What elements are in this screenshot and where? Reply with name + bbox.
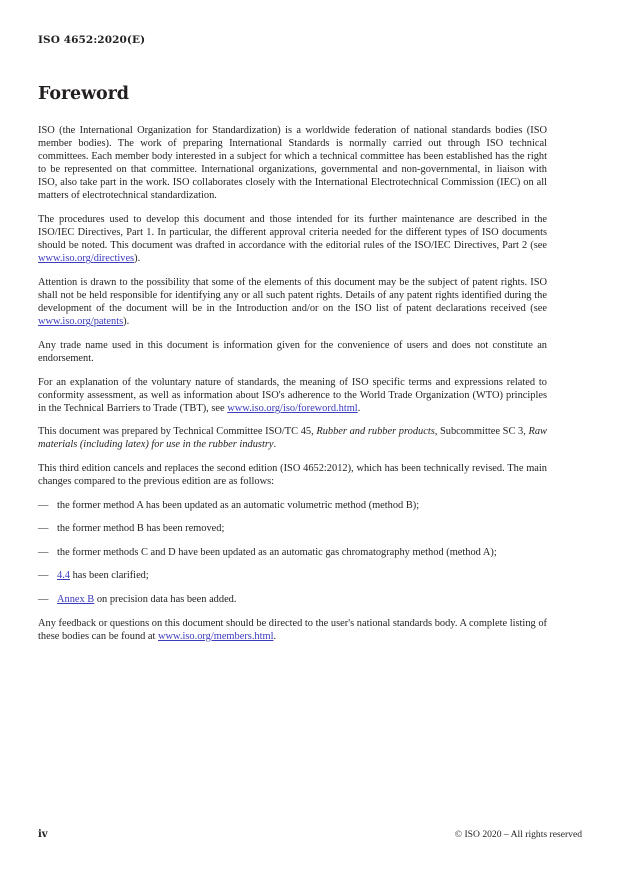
link-annex-b[interactable]: Annex B (57, 594, 95, 606)
list-item (38, 593, 547, 606)
page-footer (38, 829, 582, 843)
paragraph-feedback (38, 617, 547, 643)
page-number: iv (38, 829, 48, 840)
list-item (38, 569, 547, 582)
paragraph-voluntary-nature-text-after: . (357, 402, 361, 414)
list-item-text: has been clarified; (70, 570, 149, 582)
list-item (38, 546, 547, 559)
link-iso-foreword[interactable]: www.iso.org/iso/foreword.html (227, 402, 358, 414)
paragraph-voluntary-nature-text-before: For an explanation of the voluntary nature of standards, the meaning of ISO specific terms and expressions related to conformity assessment, as well as information about ISO's adherence to the World Trade Organization (WTO) principles in the Technical Barriers to Trade (TBT), see (38, 376, 547, 414)
list-item (38, 499, 547, 512)
paragraph-patent-rights-text-before: Attention is drawn to the possibility that some of the elements of this document may be the subject of patent rights. ISO shall not be held responsible for identifying any or all such patent rights. Details of any patent rights identified during the development of the document will be in the Introduction and/or on the ISO list of patent declarations received (see (38, 276, 547, 315)
list-item-text: the former method B has been removed; (57, 523, 225, 535)
em-dash-marker: — (38, 570, 49, 582)
link-iso-patents[interactable]: www.iso.org/patents (38, 316, 124, 328)
running-header: ISO 4652:2020(E) (38, 34, 146, 46)
copyright-notice: © ISO 2020 – All rights reserved (454, 829, 582, 840)
paragraph-procedures-text-after: ). (134, 253, 141, 265)
paragraph-voluntary-nature (38, 376, 547, 415)
list-item (38, 522, 547, 535)
change-list (38, 499, 547, 606)
em-dash-marker: — (38, 594, 49, 606)
paragraph-technical-committee (38, 425, 547, 451)
list-item-text: the former method A has been updated as an automatic volumetric method (method B); (57, 499, 420, 511)
paragraph-procedures-text-before: The procedures used to develop this document and those intended for its further maintenance are described in the ISO/IEC Directives, Part 1. In particular, the different approval criteria needed for the different types of ISO documents should be noted. This document was drafted in accordance with the editorial rules of the ISO/IEC Directives, Part 2 (see (38, 214, 547, 252)
paragraph-iso-definition: ISO (the International Organization for Standardization) is a worldwide federation of national standards bodies (ISO member bodies). The work of preparing International Standards is normally carried out through ISO technical committees. Each member body interested in a subject for which a technical committee has been established has the right to be represented on that committee. International organizations, governmental and non-governmental, in liaison with ISO, also take part in the work. ISO collaborates closely with the International Electrotechnical Commission (IEC) on all matters of electrotechnical standardization. (38, 125, 547, 202)
paragraph-feedback-text-before: Any feedback or questions on this document should be directed to the user's national standards body. A complete listing of these bodies can be found at (38, 617, 547, 642)
link-iso-directives[interactable]: www.iso.org/directives (38, 253, 135, 265)
subcommittee-intro: , Subcommittee SC 3, (434, 426, 529, 438)
technical-committee-end: . (273, 439, 277, 451)
list-item-text: on precision data has been added. (94, 594, 237, 606)
list-item-text: the former methods C and D have been updated as an automatic gas chromatography method (method A); (57, 546, 497, 558)
paragraph-patent-rights (38, 276, 547, 328)
paragraph-trade-name: Any trade name used in this document is information given for the convenience of users and does not constitute an endorsement. (38, 339, 547, 364)
page-title: Foreword (38, 84, 129, 104)
paragraph-procedures (38, 213, 547, 265)
committee-title-tc45: Rubber and rubber products (316, 426, 435, 438)
paragraph-patent-rights-text-after: ). (123, 316, 130, 328)
em-dash-marker: — (38, 546, 49, 558)
paragraph-edition-changes-intro: This third edition cancels and replaces the second edition (ISO 4652:2012), which has been technically revised. The main changes compared to the previous edition are as follows: (38, 462, 547, 488)
paragraph-feedback-text-after: . (273, 630, 277, 642)
page-content (38, 84, 547, 643)
link-iso-members[interactable]: www.iso.org/members.html (158, 630, 274, 642)
em-dash-marker: — (38, 499, 49, 511)
link-clause-4-4[interactable]: 4.4 (57, 570, 70, 582)
em-dash-marker: — (38, 523, 49, 535)
technical-committee-intro: This document was prepared by Technical Committee ISO/TC 45, (38, 426, 317, 438)
subcommittee-title-sc3: Raw materials (including latex) for use in the rubber industry (38, 426, 547, 451)
